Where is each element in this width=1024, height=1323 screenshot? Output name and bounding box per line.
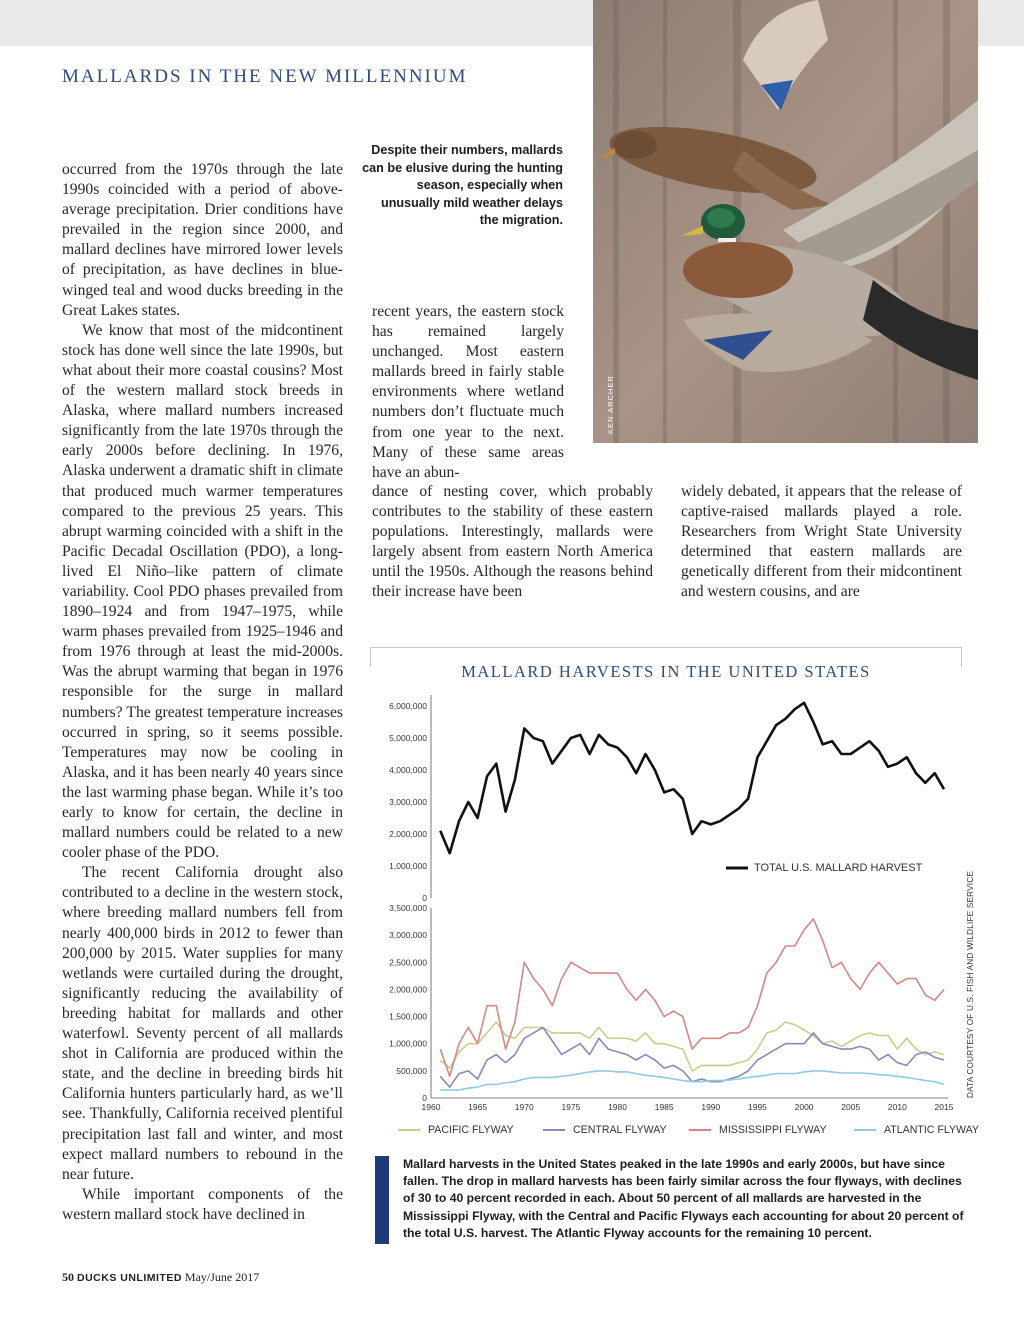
- series-line-atlantic-flyway: [440, 1071, 944, 1090]
- paragraph: While important components of the western mallard stock have declined in: [62, 1185, 343, 1223]
- section-title: MALLARDS IN THE NEW MILLENNIUM: [62, 66, 468, 87]
- article-column-3: [681, 482, 962, 603]
- paragraph: widely debated, it appears that the release of captive-raised mallards played a role. Researchers from Wright State University determined that eastern mallards are genetically different from their midcontinent and western cousins, and are: [681, 483, 962, 601]
- y-tick-label: 3,000,000: [389, 797, 427, 807]
- legend-label: MISSISSIPPI FLYWAY: [719, 1124, 827, 1136]
- series-line-total-harvest: [440, 703, 944, 853]
- paragraph: dance of nesting cover, which probably contributes to the stability of these eastern populations. Interestingly, mallards were largely absent from eastern North America until the 1950s. Although the reasons behind their increase have been: [372, 483, 653, 601]
- x-tick-label: 1965: [468, 1102, 488, 1112]
- chart-credit: DATA COURTESY OF U.S. FISH AND WILDLIFE SERVICE: [966, 870, 975, 1098]
- legend-label: ATLANTIC FLYWAY: [884, 1124, 979, 1136]
- y-tick-label: 2,000,000: [389, 829, 427, 839]
- legend-item: [543, 1124, 667, 1136]
- article-column-2-lower: [372, 482, 653, 603]
- page-footer: [62, 1270, 259, 1285]
- harvest-charts: [370, 690, 970, 1125]
- y-tick-label: 1,500,000: [389, 1011, 427, 1022]
- y-tick-label: 0: [422, 893, 427, 903]
- paragraph: We know that most of the midcontinent stock has done well since the late 1990s, but what about their more coastal cousins? Most of the western mallard stock breeds in Alaska, where mallard numbers increased significantly from the late 1970s through the early 2000s before declining. In 1976, Alaska underwent a dramatic shift in climate that produced much warmer temperatures compared to the previous 25 years. This abrupt warming coincided with a shift in the Pacific Decadal Oscillation (PDO), a long-lived El Niño–like pattern of climate variability. Cool PDO phases prevailed from 1890–1924 and from 1947–1975, while warm phases prevailed from 1925–1946 and from 1976 through at least the mid-2000s. Was the abrupt warming that began in 1976 responsible for the surge in mallard numbers? The greatest temperature increases occurred in spring, so it seems possible. Temperatures may now be cooling in Alaska, and it has been nearly 40 years since the last warming phase began. While it’s too early to know for certain, the decline in mallard numbers could be related to a new cooler phase of the PDO.: [62, 321, 343, 862]
- legend-swatch: [398, 1129, 420, 1131]
- y-tick-label: 5,000,000: [389, 733, 427, 743]
- y-tick-label: 1,000,000: [389, 1038, 427, 1049]
- y-tick-label: 1,000,000: [389, 861, 427, 871]
- legend-label: PACIFIC FLYWAY: [428, 1124, 514, 1136]
- x-tick-label: 2005: [841, 1102, 861, 1112]
- issue-date: May/June 2017: [184, 1270, 260, 1284]
- y-tick-label: 6,000,000: [389, 701, 427, 711]
- x-tick-label: 1995: [747, 1102, 767, 1112]
- photo-credit: KEN ARCHER: [606, 375, 615, 434]
- paragraph: occurred from the 1970s through the late 1990s coincided with a period of above-average precipitation. Drier conditions have prevailed in the region since 2000, and mallard declines have mirrored lower levels of precipitation, as have declines in blue-winged teal and wood ducks breeding in the Great Lakes states.: [62, 161, 343, 319]
- legend-item: [689, 1124, 827, 1136]
- y-tick-label: 3,500,000: [389, 903, 427, 913]
- caption-bar: [375, 1156, 389, 1244]
- page-number: 50: [62, 1270, 74, 1284]
- y-tick-label: 2,000,000: [389, 984, 427, 995]
- chart-caption: Mallard harvests in the United States peaked in the late 1990s and early 2000s, but have since fallen. The drop in mallard harvests has been fairly similar across the four flyways, with declines of 30 to 40 percent recorded in each. About 50 percent of all mallards are harvested in the Mississippi Flyway, with the Central and Pacific Flyways each accounting for about 20 percent of the total U.S. harvest. The Atlantic Flyway accounts for the remaining 10 percent.: [403, 1157, 964, 1240]
- x-tick-label: 2015: [934, 1102, 954, 1112]
- legend-swatch: [854, 1129, 876, 1131]
- mallard-photo: [593, 0, 978, 443]
- y-tick-label: 4,000,000: [389, 765, 427, 775]
- paragraph: The recent California drought also contributed to a decline in the western stock, where breeding mallard numbers fell from nearly 400,000 birds in 2012 to fewer than 200,000 by 2015. Water supplies for many wetlands were curtailed during the drought, significantly reducing the availability of breeding habitat for mallards and other waterfowl. Seventy percent of all mallards shot in California are produced within the state, and the decline in breeding birds hit California hunters particularly hard, as we’ll see. Thankfully, California received plentiful precipitation last fall and winter, and most expect mallard numbers to rebound in the near future.: [62, 864, 343, 1183]
- legend-swatch: [689, 1129, 711, 1131]
- x-tick-label: 2010: [887, 1102, 907, 1112]
- x-tick-label: 1975: [561, 1102, 581, 1112]
- magazine-name: DUCKS UNLIMITED: [77, 1272, 182, 1284]
- x-tick-label: 1970: [514, 1102, 534, 1112]
- y-tick-label: 0: [422, 1093, 427, 1103]
- legend-item: [398, 1124, 514, 1136]
- pull-quote: Despite their numbers, mallards can be elusive during the hunting season, especially when unusually mild weather delays the migration.: [362, 143, 563, 227]
- legend-label-total: TOTAL U.S. MALLARD HARVEST: [754, 862, 923, 874]
- flyway-legend: [380, 1124, 980, 1140]
- y-tick-label: 2,500,000: [389, 957, 427, 968]
- chart-title: MALLARD HARVESTS IN THE UNITED STATES: [461, 662, 871, 681]
- paragraph: recent years, the eastern stock has remained largely unchanged. Most eastern mallards breed in fairly stable environments where wetland numbers don’t fluctuate much from one year to the next. Many of these same areas have an abun-: [372, 303, 564, 481]
- x-tick-label: 1990: [701, 1102, 721, 1112]
- x-tick-label: 1960: [421, 1102, 441, 1112]
- legend-item: [854, 1124, 979, 1136]
- charts-svg: [370, 690, 970, 1120]
- y-tick-label: 3,000,000: [389, 930, 427, 941]
- x-tick-label: 1985: [654, 1102, 674, 1112]
- article-column-1: [62, 160, 343, 1225]
- y-tick-label: 500,000: [396, 1065, 427, 1076]
- x-tick-label: 1980: [608, 1102, 628, 1112]
- legend-swatch: [543, 1129, 565, 1131]
- article-column-2-upper: [372, 302, 564, 483]
- legend-label: CENTRAL FLYWAY: [573, 1124, 667, 1136]
- x-tick-label: 2000: [794, 1102, 814, 1112]
